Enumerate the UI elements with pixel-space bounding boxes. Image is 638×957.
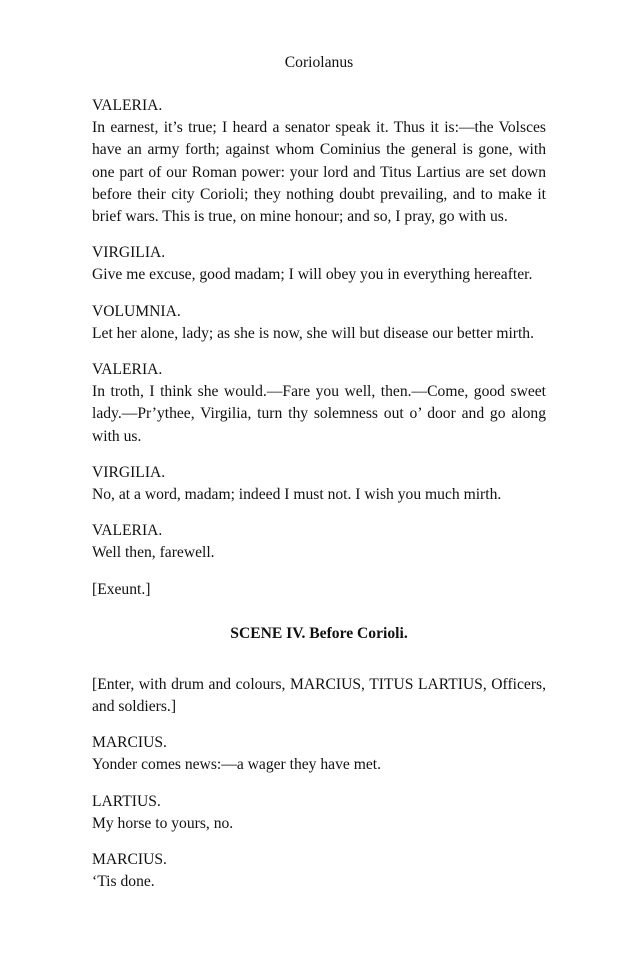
page-content — [92, 52, 546, 907]
speech-text: In troth, I think she would.—Fare you well, then.—Come, good sweet lady.—Pr’ythee, Virgilia, turn thy solemness out o’ door and go along with us. — [92, 383, 546, 445]
speech-text: ‘Tis done. — [92, 873, 155, 891]
scene-heading: SCENE IV. Before Corioli. — [230, 624, 408, 642]
speaker-name: VIRGILIA. — [92, 463, 166, 481]
speaker-name: MARCIUS. — [92, 734, 167, 752]
running-header: Coriolanus — [284, 54, 354, 71]
speaker-name: VALERIA. — [92, 97, 163, 114]
speech-text: Let her alone, lady; as she is now, she will but disease our better mirth. — [92, 324, 535, 342]
speech-text: Yonder comes news:—a wager they have met. — [92, 756, 381, 774]
stage-direction-exeunt: [Exeunt.] — [92, 580, 151, 598]
speech-block — [92, 520, 546, 564]
speech-text: In earnest, it’s true; I heard a senator speak it. Thus it is:—the Volsces have an army forth; against whom Cominius the general is gone, with one part of our Roman power: your lord and Titus Lartius are set down before their city Corioli; they nothing doubt prevailing, and to make it brief wars. This is true, on mine honour; and so, I pray, go with us. — [92, 119, 546, 226]
speech-block — [92, 301, 546, 345]
speech-block — [92, 95, 546, 228]
speech-text: Well then, farewell. — [92, 544, 215, 562]
speaker-name: VOLUMNIA. — [92, 302, 181, 320]
speaker-name: VIRGILIA. — [92, 244, 166, 262]
speaker-name: VALERIA. — [92, 522, 163, 540]
speech-block — [92, 242, 546, 286]
speech-text: Give me excuse, good madam; I will obey you in everything hereafter. — [92, 266, 533, 284]
stage-direction-enter: [Enter, with drum and colours, MARCIUS, TITUS LARTIUS, Officers, and soldiers.] — [92, 675, 546, 716]
speech-block — [92, 849, 546, 893]
speech-text: My horse to yours, no. — [92, 814, 234, 832]
speaker-name: MARCIUS. — [92, 851, 167, 869]
speech-block — [92, 359, 546, 448]
speaker-name: LARTIUS. — [92, 792, 161, 810]
speaker-name: VALERIA. — [92, 361, 163, 379]
speech-block — [92, 462, 546, 506]
speech-text: No, at a word, madam; indeed I must not. I wish you much mirth. — [92, 485, 502, 503]
speech-block — [92, 791, 546, 835]
speech-block — [92, 732, 546, 776]
